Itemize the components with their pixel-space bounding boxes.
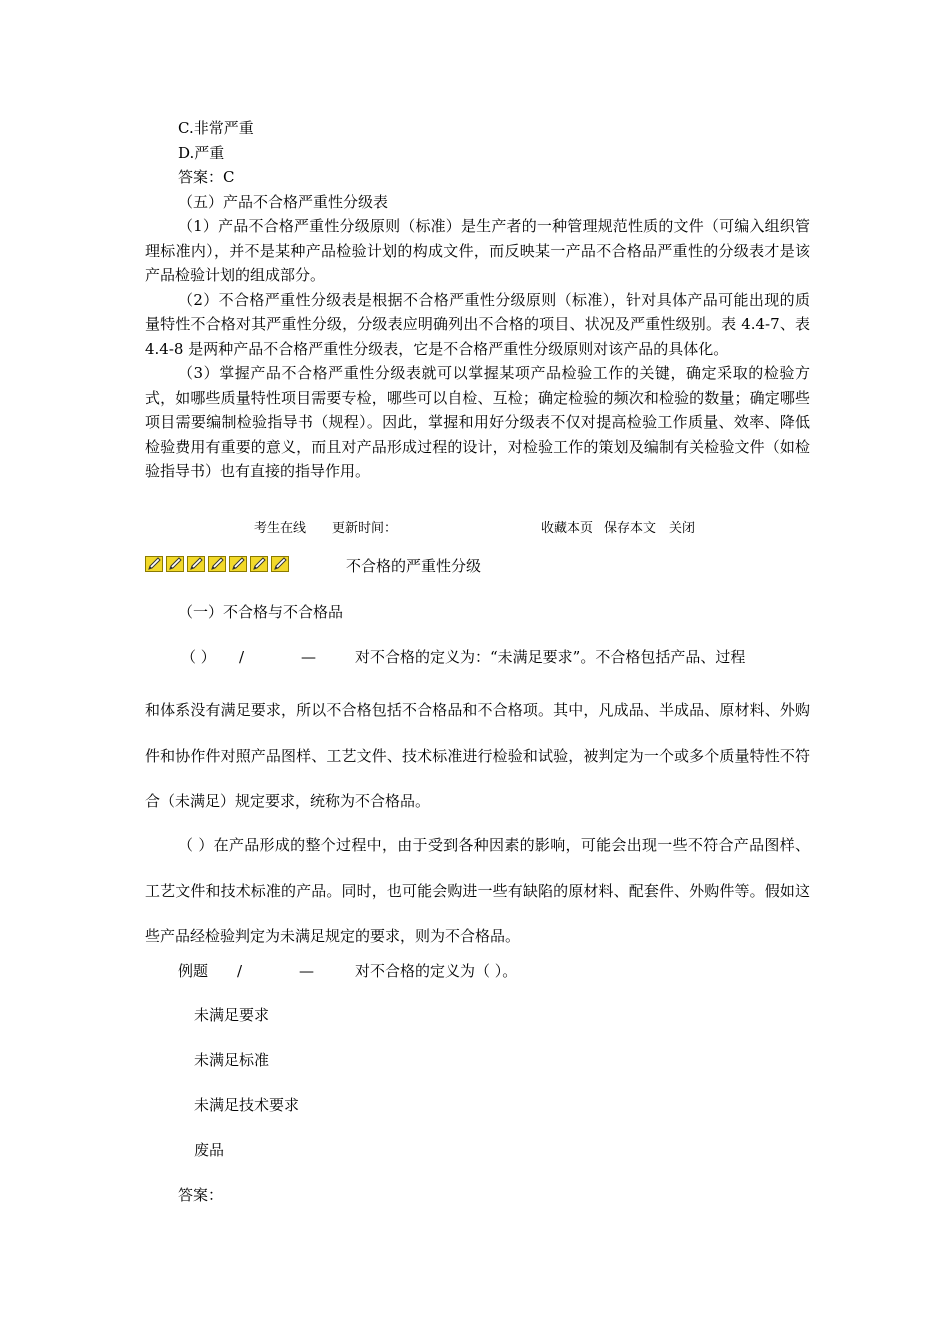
- example-label: 例题: [178, 962, 209, 980]
- pencil-icon: [229, 556, 247, 572]
- option-1: 未满足要求: [194, 1006, 270, 1024]
- section-heading: （五）产品不合格严重性分级表: [178, 192, 389, 211]
- dash-mark: —: [301, 648, 316, 666]
- pencil-icon: [208, 556, 226, 572]
- top-section: [145, 116, 810, 484]
- option-3: 未满足技术要求: [194, 1096, 300, 1114]
- rating-icons: [145, 556, 289, 574]
- paragraph-a: [145, 688, 810, 825]
- paragraph-b: [145, 823, 810, 960]
- paragraph-3: （3）掌握产品不合格严重性分级表就可以掌握某项产品检验工作的关键，确定采取的检验方式，如哪些质量特性项目需要专检，哪些可以自检、互检；确定检验的频次和检验的数量；确定哪些项目需要编制检验指导书（规程）。因此，掌握和用好分级表不仅对提高检验工作质量、效率、降低检验费用有重要的意义，而且对产品形成过程的设计，对检验工作的策划及编制有关检验文件（如检验指导书）也有直接的指导作用。: [145, 364, 810, 480]
- example-dash: —: [299, 962, 314, 980]
- close-link[interactable]: 关闭: [669, 521, 696, 536]
- pencil-icon: [187, 556, 205, 572]
- page-footer-bar: [0, 519, 950, 539]
- slash-mark: /: [239, 648, 245, 666]
- option-2: 未满足标准: [194, 1051, 270, 1069]
- pencil-icon: [145, 556, 163, 572]
- answer-line: 答案：C: [178, 168, 235, 186]
- subheading: （一）不合格与不合格品: [178, 603, 344, 621]
- example-slash: /: [237, 962, 243, 980]
- section-title: 不合格的严重性分级: [346, 557, 482, 575]
- option-d: D.严重: [178, 143, 225, 162]
- paragraph-1: （1）产品不合格严重性分级原则（标准）是生产者的一种管理规范性质的文件（可编入组织管理标准内），并不是某种产品检验计划的构成文件，而反映某一产品不合格品严重性的分级表才是该产品检验计划的组成部分。: [145, 217, 810, 284]
- save-link[interactable]: 保存本文: [604, 521, 657, 536]
- bookmark-link[interactable]: 收藏本页: [541, 521, 594, 536]
- paragraph-a-text: 和体系没有满足要求，所以不合格包括不合格品和不合格项。其中，凡成品、半成品、原材料、外购件和协作件对照产品图样、工艺文件、技术标准进行检验和试验，被判定为一个或多个质量特性不符合（未满足）规定要求，统称为不合格品。: [145, 701, 810, 810]
- pencil-icon: [250, 556, 268, 572]
- option-4: 废品: [194, 1141, 225, 1159]
- pencil-icon: [271, 556, 289, 572]
- paragraph-2: （2）不合格严重性分级表是根据不合格严重性分级原则（标准），针对具体产品可能出现的质量特性不合格对其严重性分级，分级表应明确列出不合格的项目、状况及严重性级别。表 4.4-7、表 4.4-8 是两种产品不合格严重性分级表，它是不合格严重性分级原则对该产品的具体化。: [145, 290, 810, 358]
- answer-label: 答案：: [178, 1186, 224, 1204]
- paragraph-b-text: （ ）在产品形成的整个过程中，由于受到各种因素的影响，可能会出现一些不符合产品图样、工艺文件和技术标准的产品。同时，也可能会购进一些有缺陷的原材料、配套件、外购件等。假如这些产品经检验判定为未满足规定的要求，则为不合格品。: [145, 836, 810, 945]
- option-c: C.非常严重: [178, 119, 254, 137]
- site-name: 考生在线: [254, 521, 307, 536]
- update-time-label: 更新时间：: [332, 521, 398, 536]
- blank-paren: （ ）: [181, 648, 216, 666]
- definition-text: 对不合格的定义为：“未满足要求”。不合格包括产品、过程: [355, 648, 746, 666]
- example-question: 对不合格的定义为（ ）。: [355, 962, 518, 980]
- pencil-icon: [166, 556, 184, 572]
